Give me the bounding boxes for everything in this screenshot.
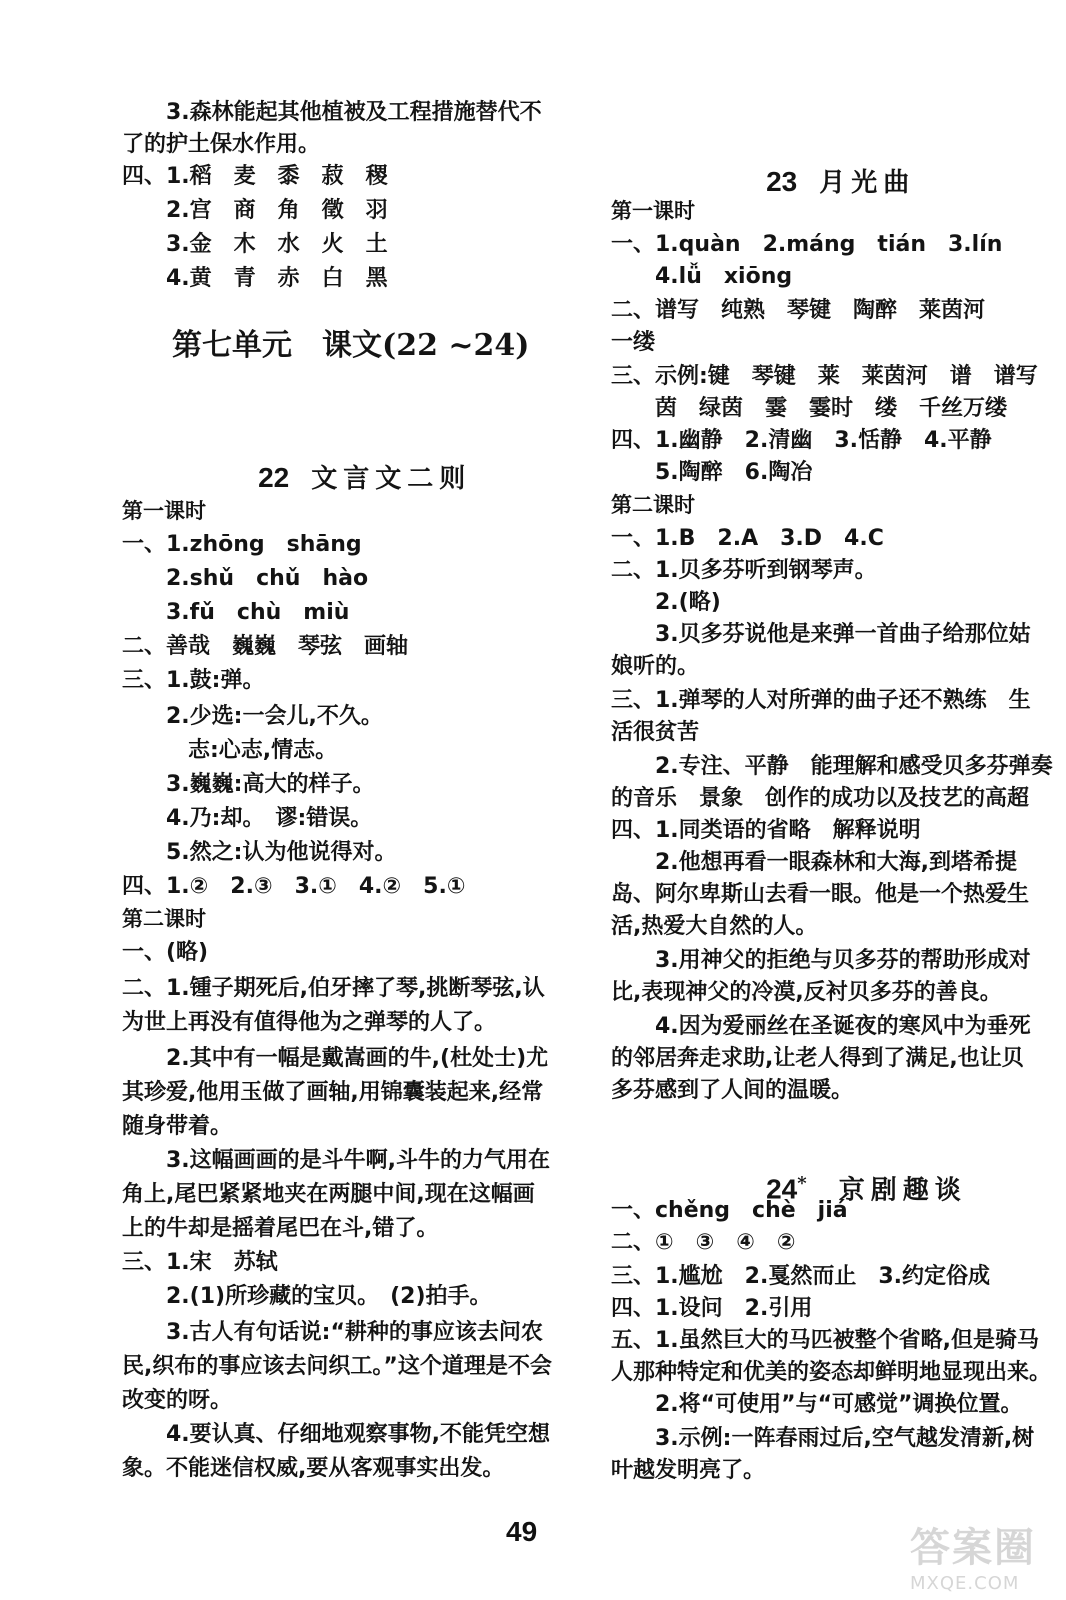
left-line: 一、(略) [122, 940, 209, 965]
right-line: 4.lǚ xiōng [611, 264, 793, 289]
left-line: 民,织布的事应该去问织工。”这个道理是不会 [122, 1354, 552, 1379]
right-line: 一、1.quàn 2.máng tián 3.lín [611, 232, 1003, 257]
right-line: 2.专注、平静 能理解和感受贝多芬弹奏 [611, 754, 1053, 779]
right-line: 三、1.弹琴的人对所弹的曲子还不熟练 生 [611, 688, 1031, 713]
left-line: 3.古人有句话说:“耕种的事应该去问农 [122, 1320, 543, 1345]
unit-title: 第七单元 课文(22 ~24) [172, 328, 530, 363]
left-line: 其珍爱,他用玉做了画轴,用锦囊装起来,经常 [122, 1080, 544, 1105]
left-line: 一、1.zhōng shāng [122, 532, 362, 557]
left-line: 二、善哉 巍巍 琴弦 画轴 [122, 634, 409, 659]
page-number: 49 [506, 1516, 538, 1547]
right-line: 人那种特定和优美的姿态却鲜明地显现出来。 [611, 1360, 1052, 1385]
left-line: 四、1.稻 麦 黍 菽 稷 [122, 164, 388, 189]
right-line: 一、chěng chè jiá [611, 1198, 848, 1223]
left-line: 第一课时 [122, 499, 206, 523]
left-line: 2.少选:一会儿,不久。 [122, 704, 383, 729]
watermark-bottom: MXQE.COM [910, 1573, 1020, 1594]
left-line: 了的护土保水作用。 [122, 132, 321, 157]
right-line: 二、谱写 纯熟 琴键 陶醉 莱茵河 [611, 298, 986, 323]
left-line: 二、1.锺子期死后,伯牙摔了琴,挑断琴弦,认 [122, 976, 545, 1001]
right-line: 第一课时 [611, 199, 695, 223]
lesson-23-number: 23 [766, 166, 798, 197]
right-line: 活,热爱大自然的人。 [611, 914, 818, 939]
watermark-top: 答案圈 [910, 1525, 1036, 1571]
left-line: 为世上再没有值得他为之弹琴的人了。 [122, 1010, 497, 1035]
right-line: 岛、阿尔卑斯山去看一眼。他是一个热爱生 [611, 882, 1030, 907]
right-line: 4.因为爱丽丝在圣诞夜的寒风中为垂死 [611, 1014, 1031, 1039]
right-line: 3.示例:一阵春雨过后,空气越发清新,树 [611, 1426, 1035, 1451]
left-line: 3.森林能起其他植被及工程措施替代不 [122, 100, 542, 125]
left-line: 志:心志,情志。 [122, 738, 338, 763]
right-line: 2.(略) [611, 590, 721, 615]
lesson-22-title: 文言文二则 [311, 464, 472, 494]
left-line: 角上,尾巴紧紧地夹在两腿中间,现在这幅画 [122, 1182, 535, 1207]
lesson-22-heading [228, 424, 471, 497]
right-line: 活很贫苦 [611, 720, 700, 745]
right-line: 三、示例:键 琴键 莱 莱茵河 谱 谱写 [611, 364, 1038, 389]
right-line: 四、1.同类语的省略 解释说明 [611, 818, 921, 843]
left-line: 4.黄 青 赤 白 黑 [122, 266, 388, 291]
lesson-24-number: 24 [766, 1173, 798, 1205]
right-line: 茵 绿茵 霎 霎时 缕 千丝万缕 [611, 396, 1008, 421]
left-line: 2.其中有一幅是戴嵩画的牛,(杜处士)尤 [122, 1046, 549, 1071]
left-line: 4.乃:却。 谬:错误。 [122, 806, 373, 831]
left-line: 3.金 木 水 火 土 [122, 232, 388, 257]
right-line: 四、1.设问 2.引用 [611, 1296, 813, 1321]
right-line: 第二课时 [611, 493, 695, 517]
left-line: 随身带着。 [122, 1114, 233, 1139]
left-line: 象。不能迷信权威,要从客观事实出发。 [122, 1456, 505, 1481]
right-line: 比,表现神父的冷漠,反衬贝多芬的善良。 [611, 980, 1002, 1005]
right-line: 五、1.虽然巨大的马匹被整个省略,但是骑马 [611, 1328, 1040, 1353]
right-line: 二、1.贝多芬听到钢琴声。 [611, 558, 877, 583]
right-line: 多芬感到了人间的温暖。 [611, 1078, 854, 1103]
left-line: 2.(1)所珍藏的宝贝。 (2)拍手。 [122, 1284, 492, 1309]
right-line: 3.用神父的拒绝与贝多芬的帮助形成对 [611, 948, 1031, 973]
lesson-23-title: 月光曲 [819, 168, 916, 198]
right-line: 二、① ③ ④ ② [611, 1230, 796, 1255]
right-line: 3.贝多芬说他是来弹一首曲子给那位姑 [611, 622, 1031, 647]
right-line: 一、1.B 2.A 3.D 4.C [611, 526, 884, 551]
lesson-23-heading [736, 128, 915, 201]
left-line: 3.fǔ chù miù [122, 600, 350, 625]
left-line: 5.然之:认为他说得对。 [122, 840, 397, 865]
lesson-24-star: * [797, 1173, 813, 1194]
left-line: 3.这幅画画的是斗牛啊,斗牛的力气用在 [122, 1148, 551, 1173]
left-line: 4.要认真、仔细地观察事物,不能凭空想 [122, 1422, 551, 1447]
right-line: 2.将“可使用”与“可感觉”调换位置。 [611, 1392, 1023, 1417]
right-line: 一缕 [611, 330, 656, 355]
lesson-24-title: 京剧趣谈 [838, 1175, 967, 1206]
lesson-22-number: 22 [258, 462, 290, 493]
right-line: 四、1.幽静 2.清幽 3.恬静 4.平静 [611, 428, 992, 453]
left-line: 第二课时 [122, 907, 206, 931]
left-line: 三、1.鼓:弹。 [122, 668, 265, 693]
right-line: 娘听的。 [611, 654, 700, 679]
left-line: 3.巍巍:高大的样子。 [122, 772, 375, 797]
left-line: 改变的呀。 [122, 1388, 233, 1413]
right-line: 三、1.尴尬 2.戛然而止 3.约定俗成 [611, 1264, 990, 1289]
right-line: 叶越发明亮了。 [611, 1458, 766, 1483]
left-line: 2.宫 商 角 徵 羽 [122, 198, 388, 223]
left-line: 上的牛却是摇着尾巴在斗,错了。 [122, 1216, 439, 1241]
right-line: 的音乐 景象 创作的成功以及技艺的高超 [611, 786, 1030, 811]
left-line: 三、1.宋 苏轼 [122, 1250, 278, 1275]
left-line: 2.shǔ chǔ hào [122, 566, 369, 591]
right-line: 的邻居奔走求助,让老人得到了满足,也让贝 [611, 1046, 1024, 1071]
right-line: 2.他想再看一眼森林和大海,到塔希提 [611, 850, 1018, 875]
right-line: 5.陶醉 6.陶冶 [611, 460, 813, 485]
left-line: 四、1.② 2.③ 3.① 4.② 5.① [122, 874, 466, 899]
watermark-logo [910, 1516, 1060, 1594]
